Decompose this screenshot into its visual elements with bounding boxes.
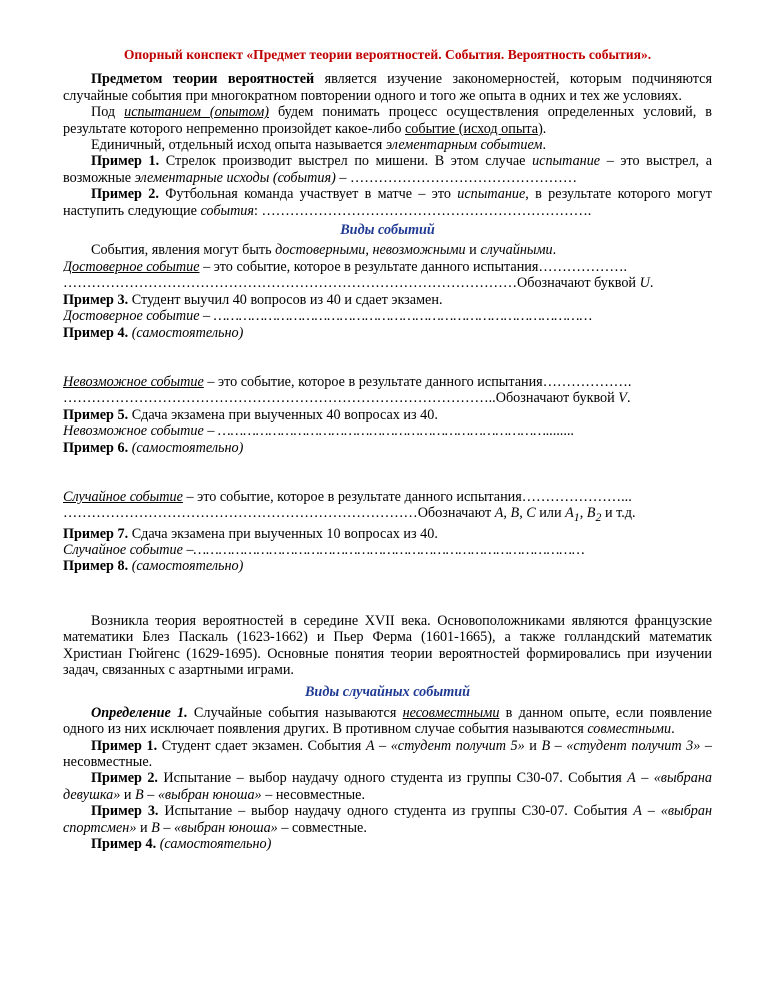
section-heading-event-types: Виды событий [340, 222, 435, 239]
impossible-event-line2: ………………………………………………………………………………..Обозначают буквой V. [63, 390, 631, 407]
event-term: событие (исход опыта) [404, 120, 543, 137]
random-event-term: Случайное событие [63, 488, 183, 505]
trial-term: испытанием (опытом) [124, 104, 269, 121]
random-event-fill: Случайное событие –………………………………………………………………………………… [63, 541, 585, 558]
example-2: Пример 2. Футбольная команда участвует в матче – это испытание, в результате которого могут наступить следующие события: ……………………………………………………………. [63, 186, 713, 219]
random-example-4: Пример 4. (самостоятельно) [91, 836, 272, 853]
example-label: Пример 1. [91, 153, 160, 170]
random-event-definition: Случайное событие – это событие, которое в результате данного испытания…………………... [63, 488, 632, 505]
subject-paragraph: Предметом теории вероятностей является изучение закономерностей, которым подчиняются случайные события при многократном повторении одного и того же опыта в одних и тех же условиях. [63, 71, 712, 104]
example-7: Пример 7. Сдача экзамена при выученных 10 вопросах из 40. [63, 525, 438, 542]
example-3: Пример 3. Студент выучил 40 вопросов из 40 и сдает экзамен. [63, 291, 443, 308]
trial-paragraph: Под испытанием (опытом) будем понимать процесс осуществления определенных условий, в результате которого непременно произойдет какое-либо событие (исход опыта). [63, 104, 712, 137]
example-6: Пример 6. (самостоятельно) [63, 439, 244, 456]
random-example-1: Пример 1. Студент сдает экзамен. События А – «студент получит 5» и В – «студент получит 3» – несовместные. [63, 737, 712, 771]
certain-event-line2: ……………………………………………………………………………………Обозначают буквой U. [63, 275, 654, 292]
subject-term: Предметом теории вероятностей [91, 71, 315, 88]
blank-space [63, 456, 712, 489]
definition-label: Определение 1. [91, 704, 188, 721]
elementary-paragraph: Единичный, отдельный исход опыта называется элементарным событием. [91, 137, 546, 154]
certain-event-definition: Достоверное событие – это событие, которое в результате данного испытания………………. [63, 258, 628, 275]
history-paragraph: Возникла теория вероятностей в середине XVII века. Основоположниками являются французские математики Блез Паскаль (1623-1662) и Пьер Ферма (1601-1665), а также голландский математик Христиан Гюйгенс (1629-1695). Основные понятия теории вероятностей формировались при изучении задач, связанных с азартными играми. [63, 612, 712, 679]
random-example-2: Пример 2. Испытание – выбор наудачу одного студента из группы С30-07. События А – «выбрана девушка» и В – «выбран юноша» – несовместные. [63, 770, 713, 803]
blank-space [63, 575, 712, 613]
example-8: Пример 8. (самостоятельно) [63, 558, 244, 575]
example-5: Пример 5. Сдача экзамена при выученных 40 вопросах из 40. [63, 406, 438, 423]
example-1: Пример 1. Стрелок производит выстрел по мишени. В этом случае испытание – это выстрел, а возможные элементарные исходы (события) – ………………………………………… [63, 153, 712, 186]
impossible-event-term: Невозможное событие [63, 373, 204, 390]
random-example-3: Пример 3. Испытание – выбор наудачу одного студента из группы С30-07. События А – «выбран спортсмен» и В – «выбран юноша» – совместные. [63, 803, 712, 836]
impossible-event-fill: Невозможное событие – ……………………………………………………………………........ [63, 423, 575, 440]
certain-event-term: Достоверное событие [63, 258, 200, 275]
elementary-term: элементарным событием [385, 137, 543, 154]
section-heading-random-types: Виды случайных событий [304, 684, 471, 701]
event-types-paragraph: События, явления могут быть достоверными, невозможными и случайными. [91, 242, 557, 259]
document-title: Опорный конспект «Предмет теории вероятностей. События. Вероятность события». [123, 47, 652, 62]
example-4: Пример 4. (самостоятельно) [63, 324, 244, 341]
certain-event-fill: Достоверное событие – ……………………………………………………………………………… [63, 308, 593, 325]
blank-space [63, 341, 712, 374]
random-event-line2: …………………………………………………………………Обозначают A, B, C или $A_1$, $B_2$ и т.д. [63, 505, 636, 525]
impossible-event-definition: Невозможное событие – это событие, которое в результате данного испытания………………. [63, 373, 632, 390]
example-label: Пример 2. [91, 186, 159, 203]
definition-1: Определение 1. Случайные события называются несовместными в данном опыте, если появление одного из них исключает появления других. В противном случае события называются совместными. [63, 704, 712, 738]
